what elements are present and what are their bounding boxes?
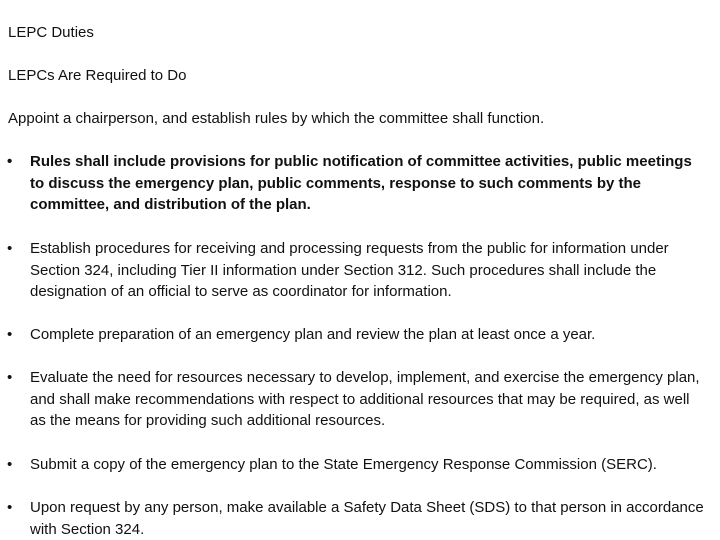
list-item-text: Rules shall include provisions for public notification of committee activities, public meetings to discuss the emergency plan, public comments, response to such comments by the committee, and distribution of the plan. [30, 153, 692, 213]
list-item-text: Complete preparation of an emergency plan and review the plan at least once a year. [30, 326, 596, 343]
intro-paragraph: Appoint a chairperson, and establish rules by which the committee shall function. [8, 110, 545, 127]
list-item-text: Evaluate the need for resources necessary to develop, implement, and exercise the emergency plan, and shall make recommendations with respect to additional resources that may be required, as well as the means for providing such additional resources. [30, 369, 700, 429]
list-item [7, 454, 707, 476]
bullet-icon: • [7, 153, 13, 170]
bullet-icon: • [7, 326, 13, 343]
list-item [7, 151, 707, 216]
bullet-icon: • [7, 240, 13, 257]
list-item [7, 324, 707, 346]
document-subtitle: LEPCs Are Required to Do [8, 67, 187, 84]
list-item-text: Upon request by any person, make available a Safety Data Sheet (SDS) to that person in accordance with Section 324. [30, 499, 704, 538]
bullet-icon: • [7, 499, 13, 516]
list-item-text: Submit a copy of the emergency plan to the State Emergency Response Commission (SERC). [30, 456, 657, 473]
bullet-icon: • [7, 456, 13, 473]
bullet-icon: • [7, 369, 13, 386]
list-item [7, 367, 707, 432]
list-item [7, 238, 707, 303]
list-item [7, 497, 707, 540]
document-title: LEPC Duties [8, 24, 94, 41]
list-item-text: Establish procedures for receiving and processing requests from the public for information under Section 324, including Tier II information under Section 312. Such procedures shall include the designation of an official to serve as coordinator for information. [30, 240, 669, 300]
